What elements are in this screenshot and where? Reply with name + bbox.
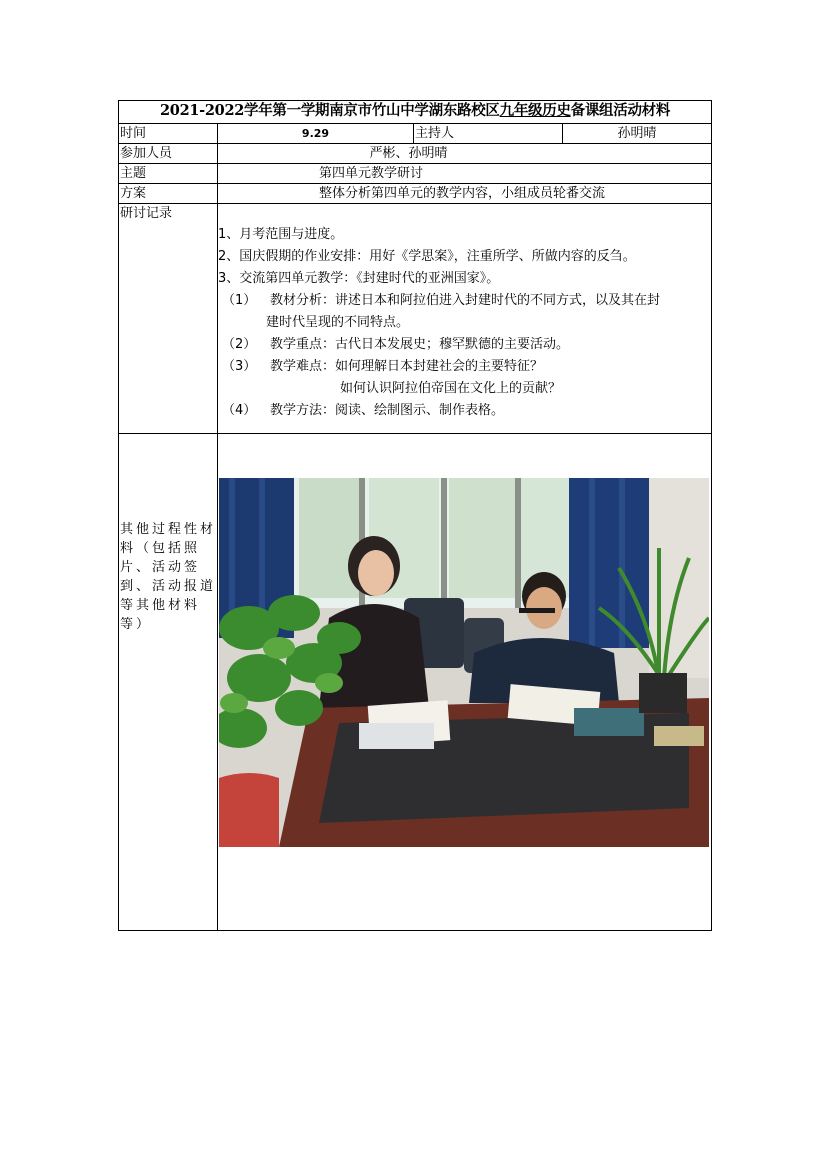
topic-value: 第四单元教学研讨 bbox=[218, 164, 712, 184]
time-value: 9.29 bbox=[218, 124, 414, 144]
meeting-photo bbox=[219, 478, 709, 847]
title-suffix: 备课组活动材料 bbox=[570, 102, 671, 119]
record-item-2: 2、国庆假期的作业安排：用好《学思案》，注重所学、所做内容的反刍。 bbox=[218, 249, 636, 264]
record-sub-1-cont: 建时代呈现的不同特点。 bbox=[266, 315, 410, 330]
record-item-1: 1、月考范围与进度。 bbox=[218, 227, 344, 242]
document-title bbox=[119, 101, 712, 124]
host-label: 主持人 bbox=[414, 124, 563, 144]
record-sub-2: （2） 教学重点：古代日本发展史；穆罕默德的主要活动。 bbox=[222, 337, 570, 352]
plan-value: 整体分析第四单元的教学内容，小组成员轮番交流 bbox=[218, 184, 712, 204]
participants-label: 参加人员 bbox=[119, 144, 218, 164]
plan-label: 方案 bbox=[119, 184, 218, 204]
participants-value: 严彬、孙明晴 bbox=[218, 144, 712, 164]
record-sub-3: （3） 教学难点：如何理解日本封建社会的主要特征？ bbox=[222, 359, 544, 374]
record-content bbox=[218, 204, 712, 434]
title-subject: 九年级历史 bbox=[499, 102, 571, 119]
topic-label: 主题 bbox=[119, 164, 218, 184]
record-sub-1: （1） 教材分析：讲述日本和阿拉伯进入封建时代的不同方式，以及其在封 bbox=[222, 293, 661, 308]
record-sub-3-cont: 如何认识阿拉伯帝国在文化上的贡献？ bbox=[340, 381, 562, 396]
record-label: 研讨记录 bbox=[119, 204, 218, 434]
time-label: 时间 bbox=[119, 124, 218, 144]
other-materials-label: 其他过程性材料（包括照片、活动签到、活动报道等其他材料等） bbox=[119, 434, 218, 931]
record-sub-4: （4） 教学方法：阅读、绘制图示、制作表格。 bbox=[222, 403, 505, 418]
title-school: 2021-2022学年第一学期南京市竹山中学湖东路校区 bbox=[160, 102, 500, 119]
host-value: 孙明晴 bbox=[563, 124, 712, 144]
record-item-3: 3、交流第四单元教学：《封建时代的亚洲国家》。 bbox=[218, 271, 500, 286]
